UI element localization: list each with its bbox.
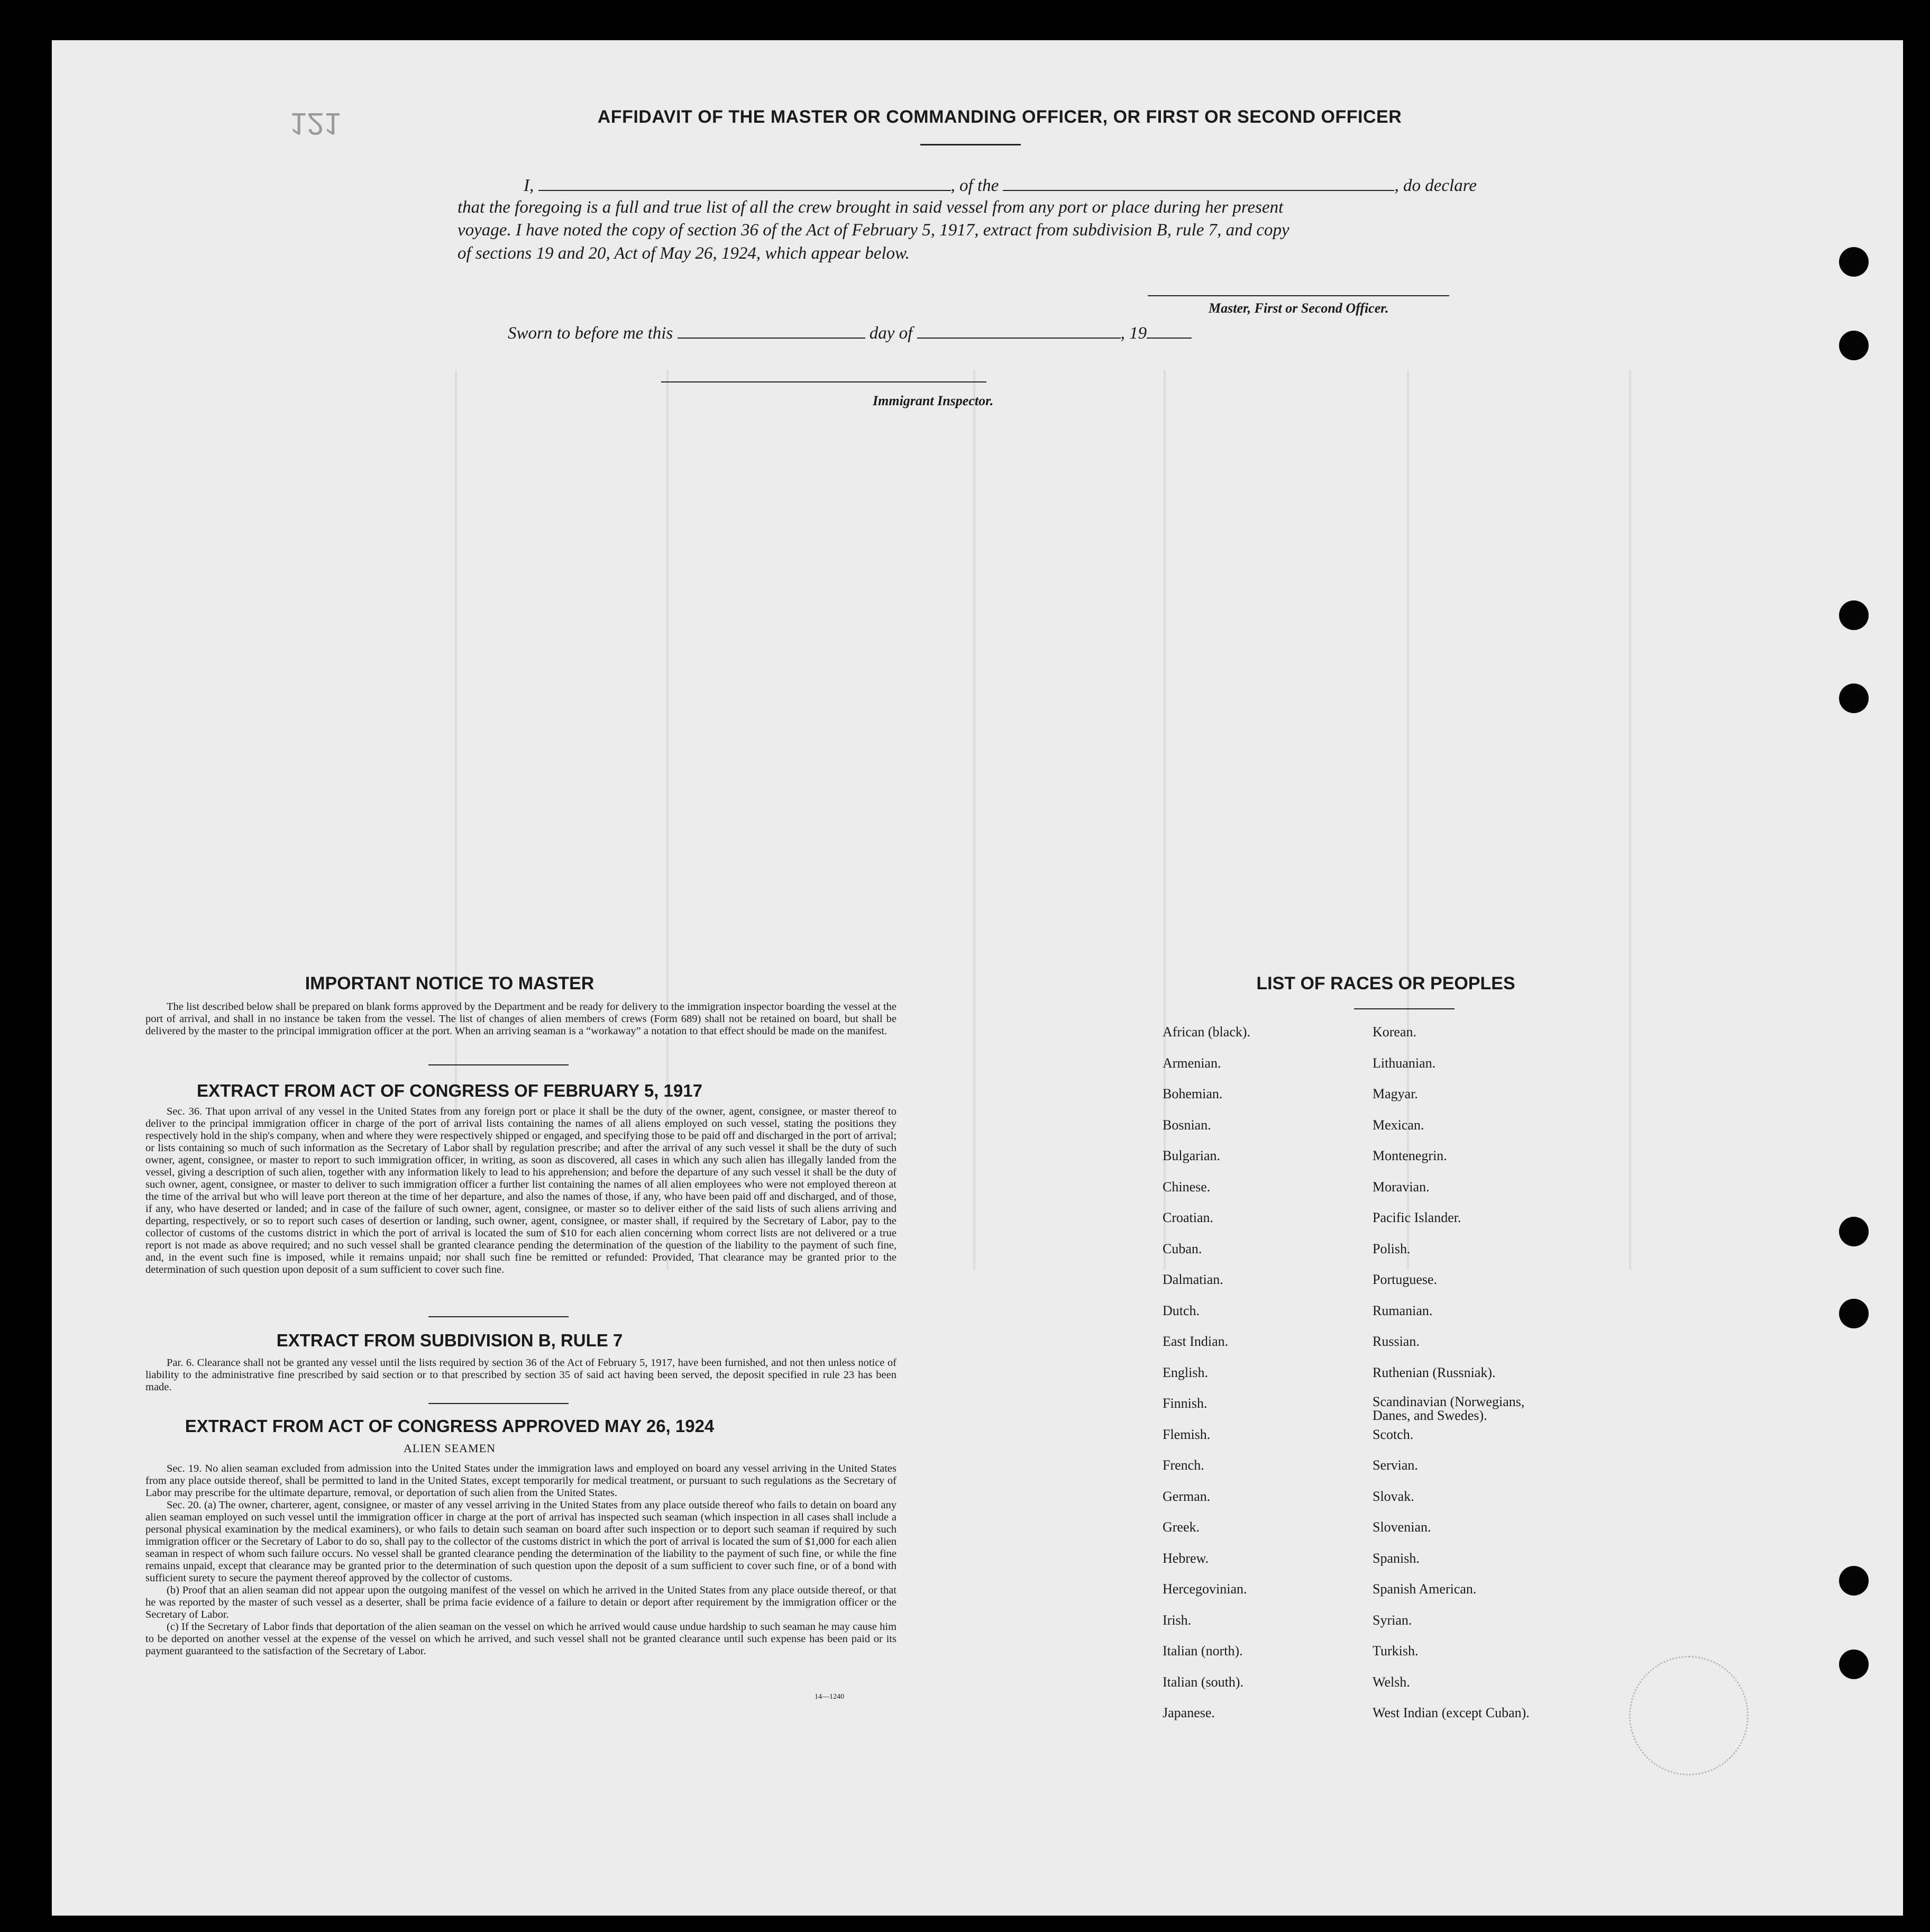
- master-signature-line[interactable]: [1148, 295, 1449, 296]
- races-column-2: [1373, 1024, 1547, 1736]
- affidavit-line-4: of sections 19 and 20, Act of May 26, 1924, which appear below.: [458, 244, 910, 263]
- race-item: Scotch.: [1373, 1426, 1414, 1442]
- sworn-month-blank[interactable]: [917, 322, 1121, 339]
- punch-hole: [1839, 1299, 1869, 1328]
- race-item: Scandinavian (Norwegians, Danes, and Swedes).: [1373, 1394, 1525, 1423]
- race-item: Hercegovinian.: [1163, 1581, 1247, 1597]
- sworn-mid: day of: [869, 324, 913, 343]
- inspector-signature-line[interactable]: [661, 381, 986, 382]
- race-item: African (black).: [1163, 1024, 1251, 1040]
- race-item: Mexican.: [1373, 1117, 1424, 1133]
- race-item: Slovak.: [1373, 1488, 1414, 1504]
- master-name-blank[interactable]: [538, 174, 951, 191]
- race-item: Spanish.: [1373, 1550, 1420, 1566]
- section-36-paragraph: Sec. 36. That upon arrival of any vessel in the United States from any foreign port or place it shall be the duty of the owner, agent, consignee, or master thereof to deliver to the principal immigration officer in charge of the port of arrival lists containing the names of all aliens employed on such vessel, stating the positions they respectively hold in the ship's company, when and where they were respectively shipped or engaged, and specifying those to be paid off and discharged in the port of arrival; or lists containing so much of such information as the Secretary of Labor shall by regulation prescribe; and after the arrival of any such vessel it shall be the duty of such owner, agent, consignee, or master to report to such immigration officer, in writing, as soon as discovered, all cases in which any such alien has illegally landed from the vessel, giving a description of such alien, together with any information likely to lead to his apprehension; and before the departure of any such vessel it shall be the duty of such owner, agent, consignee, or master to deliver to such immigration officer a further list containing the names of all alien employees who were not employed thereon at the time of the arrival but who will leave port thereon at the time of her departure, and also the names of those, if any, who have been paid off and discharged, and of those, if any, who have deserted or landed; and in case of the failure of such owner, agent, consignee, or master so to deliver either of the said lists of such aliens arriving and departing, respectively, or so to report such cases of desertion or landing, such owner, agent, consignee, or master shall, if required by the Secretary of Labor, pay to the collector of customs of the customs district in which the port of arrival is located the sum of $10 for each alien concerning whom correct lists are not delivered or a true report is not made as above required; and no such vessel shall be granted clearance pending the determination of the question of the liability to the payment of such fine, and, in the event such fine is imposed, while it remains unpaid; nor shall such fine be remitted or refunded: Provided, That clearance may be granted prior to the determination of such question upon deposit of a sum sufficient to cover such fine.: [145, 1106, 897, 1275]
- notice-text: [145, 1001, 897, 1037]
- race-item: German.: [1163, 1488, 1211, 1504]
- race-item: Greek.: [1163, 1519, 1200, 1535]
- race-item: Moravian.: [1373, 1179, 1430, 1195]
- punch-hole: [1839, 247, 1869, 277]
- extract-rule7-title: EXTRACT FROM SUBDIVISION B, RULE 7: [276, 1330, 623, 1350]
- sworn-line: [508, 321, 1248, 346]
- punch-hole: [1839, 600, 1869, 630]
- race-item: East Indian.: [1163, 1334, 1229, 1349]
- race-item: Irish.: [1163, 1612, 1192, 1628]
- notice-title: IMPORTANT NOTICE TO MASTER: [305, 973, 594, 994]
- race-item: Russian.: [1373, 1334, 1420, 1349]
- faint-circular-stamp: [1629, 1656, 1749, 1775]
- race-item: Bosnian.: [1163, 1117, 1211, 1133]
- race-item: Armenian.: [1163, 1055, 1221, 1071]
- race-item: Dalmatian.: [1163, 1272, 1223, 1287]
- affidavit-title: AFFIDAVIT OF THE MASTER OR COMMANDING OFFICER, OR FIRST OR SECOND OFFICER: [597, 107, 1402, 127]
- affidavit-line-3: voyage. I have noted the copy of section 36 of the Act of February 5, 1917, extract from subdivision B, rule 7, and copy: [458, 221, 1289, 240]
- race-item: Cuban.: [1163, 1241, 1202, 1256]
- race-item: Flemish.: [1163, 1426, 1211, 1442]
- race-item: Syrian.: [1373, 1612, 1412, 1628]
- race-item: Slovenian.: [1373, 1519, 1431, 1535]
- sworn-day-blank[interactable]: [678, 322, 865, 339]
- race-item: Portuguese.: [1373, 1272, 1438, 1287]
- punch-hole: [1839, 331, 1869, 360]
- bleed-through-rule: [1629, 370, 1631, 1270]
- race-item: Dutch.: [1163, 1302, 1200, 1318]
- race-item: Italian (north).: [1163, 1643, 1243, 1658]
- race-item: Pacific Islander.: [1373, 1210, 1461, 1225]
- master-caption: Master, First or Second Officer.: [1209, 300, 1389, 316]
- race-item: Polish.: [1373, 1241, 1411, 1256]
- section-20a-paragraph: Sec. 20. (a) The owner, charterer, agent, consignee, or master of any vessel arriving in the United States from any place outside thereof who fails to detain on board any alien seaman employed on such vessel until the immigration officer in charge at the port of arrival has inspected such seaman (which inspection in all cases shall include a personal physical examination by the medical examiners), or who fails to detain such seaman on board after such inspection or to deport such seaman if required by such immigration officer or the Secretary of Labor to do so, shall pay to the collector of the customs district in which the port of arrival is located the sum of $1,000 for each alien seaman in respect of whom such failure occurs. No vessel shall be granted clearance pending the determination of the liability to the payment of such fine, or while the fine remains unpaid, except that clearance may be granted prior to the determination of such question upon the deposit of a sum sufficient to cover such fine, or of a bond with sufficient surety to secure the payment thereof approved by the collector of customs.: [145, 1499, 897, 1584]
- extract-1924-text: [145, 1463, 897, 1657]
- race-item: French.: [1163, 1457, 1204, 1473]
- inspector-caption: Immigrant Inspector.: [873, 393, 994, 408]
- races-title: LIST OF RACES OR PEOPLES: [1256, 973, 1515, 994]
- affidavit-line1-start: I,: [524, 176, 534, 195]
- punch-hole: [1839, 684, 1869, 713]
- form-code: 14—1240: [815, 1693, 844, 1701]
- section-rule: [428, 1403, 569, 1404]
- punch-hole: [1839, 1217, 1869, 1246]
- bleed-through-rule: [973, 370, 975, 1270]
- rule-7-paragraph: Par. 6. Clearance shall not be granted any vessel until the lists required by section 36 of the Act of February 5, 1917, have been furnished, and not then unless notice of liability to the administrative fine prescribed by said section or to that prescribed by section 35 of said act having been served, the deposit specified in rule 23 has been made.: [145, 1357, 897, 1393]
- extract-1924-title: EXTRACT FROM ACT OF CONGRESS APPROVED MAY 26, 1924: [185, 1416, 715, 1436]
- sworn-start: Sworn to before me this: [508, 324, 673, 343]
- affidavit-line-2: that the foregoing is a full and true list of all the crew brought in said vessel from any port or place during her present: [458, 198, 1284, 217]
- race-item: Ruthenian (Russniak).: [1373, 1364, 1496, 1380]
- notice-paragraph: The list described below shall be prepared on blank forms approved by the Department and be ready for delivery to the immigration inspector boarding the vessel at the port of arrival, and shall in no instance be taken from the vessel. The list of changes of alien members of crews (Form 689) shall not be retained on board, but shall be delivered by the master to the principal immigration officer at the port. When an arriving seaman is a “workaway” a notation to that effect should be made on the manifest.: [145, 1001, 897, 1037]
- race-item: Magyar.: [1373, 1086, 1418, 1101]
- race-item: Finnish.: [1163, 1396, 1208, 1411]
- sworn-end: , 19: [1120, 324, 1147, 343]
- race-item: West Indian (except Cuban).: [1373, 1705, 1530, 1720]
- extract-1917-text: [145, 1106, 897, 1276]
- affidavit-title-rule: [920, 144, 1021, 145]
- section-19-paragraph: Sec. 19. No alien seaman excluded from admission into the United States under the immigration laws and employed on board any vessel arriving in the United States from any place outside thereof, shall be permitted to land in the United States, except temporarily for medical treatment, or pursuant to such regulations as the Secretary of Labor may prescribe for the ultimate departure, removal, or deportation of such alien from the United States.: [145, 1463, 897, 1499]
- race-item: Servian.: [1373, 1457, 1418, 1473]
- race-item: Hebrew.: [1163, 1550, 1209, 1566]
- affidavit-line1-mid: , of the: [950, 176, 999, 195]
- races-title-rule: [1354, 1008, 1455, 1009]
- race-item: Croatian.: [1163, 1210, 1214, 1225]
- race-item: Turkish.: [1373, 1643, 1419, 1658]
- section-rule: [428, 1064, 569, 1065]
- race-item: English.: [1163, 1364, 1208, 1380]
- sworn-year-blank[interactable]: [1147, 322, 1192, 339]
- section-20c-paragraph: (c) If the Secretary of Labor finds that deportation of the alien seaman on the vessel on which he arrived would cause undue hardship to such seaman he may cause him to be deported on another vessel at the expense of the vessel on which he arrived, and such vessel shall not be granted clearance until such expense has been paid or its payment guaranteed to the satisfaction of the Secretary of Labor.: [145, 1621, 897, 1657]
- race-item: Chinese.: [1163, 1179, 1211, 1195]
- punch-hole: [1839, 1650, 1869, 1679]
- extract-rule7-text: [145, 1357, 897, 1393]
- race-item: Lithuanian.: [1373, 1055, 1436, 1071]
- page-number: 121: [290, 106, 341, 141]
- race-item: Rumanian.: [1373, 1302, 1433, 1318]
- race-item: Welsh.: [1373, 1674, 1410, 1690]
- race-item: Korean.: [1373, 1024, 1417, 1040]
- extract-1917-title: EXTRACT FROM ACT OF CONGRESS OF FEBRUARY 5, 1917: [197, 1081, 702, 1100]
- section-20b-paragraph: (b) Proof that an alien seaman did not appear upon the outgoing manifest of the vessel on which he arrived in the United States from any place outside thereof, or that he was reported by the master of such vessel as a deserter, shall be prima facie evidence of a failure to detain or deport after requirement by the immigration officer or the Secretary of Labor.: [145, 1584, 897, 1620]
- race-item: Spanish American.: [1373, 1581, 1477, 1597]
- punch-hole: [1839, 1566, 1869, 1596]
- races-column-1: [1163, 1024, 1250, 1736]
- section-rule: [428, 1316, 569, 1317]
- vessel-name-blank[interactable]: [1003, 174, 1394, 191]
- race-item: Montenegrin.: [1373, 1148, 1447, 1163]
- race-item: Bohemian.: [1163, 1086, 1223, 1101]
- race-item: Italian (south).: [1163, 1674, 1244, 1690]
- alien-seamen-subtitle: ALIEN SEAMEN: [404, 1442, 496, 1455]
- race-item: Bulgarian.: [1163, 1148, 1221, 1163]
- race-item: Japanese.: [1163, 1705, 1215, 1720]
- affidavit-line1-end: , do declare: [1394, 176, 1477, 195]
